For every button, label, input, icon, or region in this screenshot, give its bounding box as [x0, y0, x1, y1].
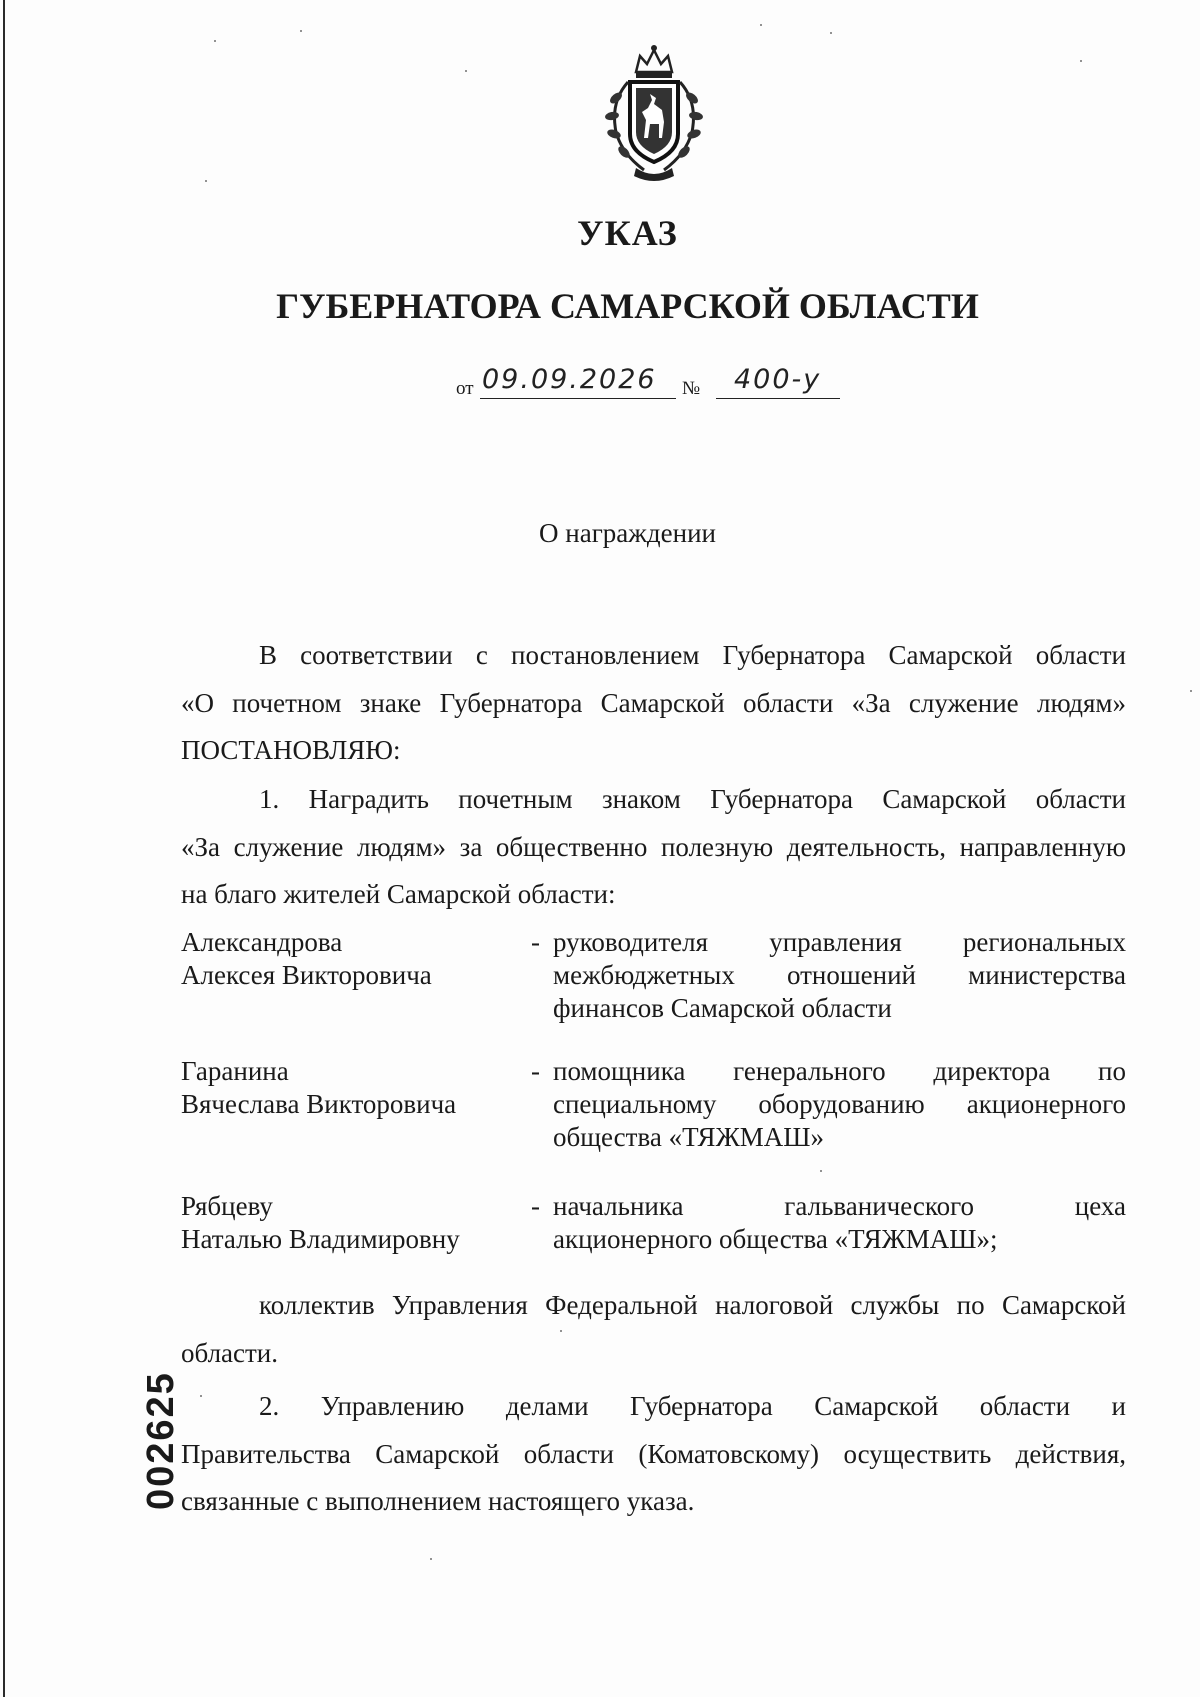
awardee-position	[553, 1190, 1126, 1256]
date-underline	[480, 398, 676, 399]
scan-speck	[1080, 60, 1082, 62]
position-line: помощника генерального директора по	[553, 1056, 1126, 1086]
position-line: специальному оборудованию акционерного	[553, 1089, 1126, 1119]
awardee-given-names: Вячеслава Викторовича	[181, 1089, 457, 1119]
awardee-name	[181, 1055, 521, 1121]
preamble-paragraph	[181, 632, 1126, 775]
scan-speck	[214, 40, 216, 42]
number-underline	[716, 398, 840, 399]
awardee-dash: -	[531, 1191, 540, 1221]
item-1-line: на благо жителей Самарской области:	[181, 879, 616, 909]
position-line: акционерного общества «ТЯЖМАШ»;	[553, 1224, 998, 1254]
samara-coat-of-arms-icon	[592, 42, 716, 184]
collective-paragraph	[181, 1282, 1126, 1377]
collective-line: области.	[181, 1337, 279, 1368]
date-prefix: от	[456, 378, 474, 399]
awardee-dash: -	[531, 927, 540, 957]
awardee-given-names: Наталью Владимировну	[181, 1224, 460, 1254]
collective-line: коллектив Управления Федеральной налоговой службы по Самарской	[259, 1290, 1126, 1320]
scan-speck	[205, 180, 207, 182]
awardee-surname: Александрова	[181, 927, 343, 957]
registration-stamp-number: 002625	[140, 1371, 182, 1510]
handwritten-date: 09.09.2026	[482, 364, 657, 395]
position-line: финансов Самарской области	[553, 993, 892, 1023]
awardee-dash: -	[531, 1056, 540, 1086]
document-subtitle: ГУБЕРНАТОРА САМАРСКОЙ ОБЛАСТИ	[276, 286, 979, 326]
document-subject: О награждении	[539, 518, 716, 548]
item-2-line: 2. Управлению делами Губернатора Самарской области и	[259, 1391, 1126, 1421]
item-1-line: «За служение людям» за общественно полезную деятельность, направленную	[181, 831, 1126, 862]
document-title: УКАЗ	[577, 213, 678, 253]
scan-speck	[430, 1558, 432, 1560]
awardee-name	[181, 1190, 521, 1256]
awardee-name	[181, 926, 521, 992]
handwritten-number: 400-у	[734, 364, 822, 395]
item-1-paragraph	[181, 776, 1126, 919]
awardee-surname: Рябцеву	[181, 1191, 273, 1221]
awardee-position	[553, 926, 1126, 1025]
position-line: общества «ТЯЖМАШ»	[553, 1122, 825, 1152]
awardee-surname: Гаранина	[181, 1056, 289, 1086]
scan-speck	[300, 30, 302, 32]
item-2-line: Правительства Самарской области (Коматовскому) осуществить действия,	[181, 1438, 1126, 1469]
preamble-line: ПОСТАНОВЛЯЮ:	[181, 735, 401, 765]
awardee-position	[553, 1055, 1126, 1154]
item-2-line: связанные с выполнением настоящего указа.	[181, 1486, 695, 1516]
scan-speck	[760, 24, 762, 26]
preamble-line: «О почетном знаке Губернатора Самарской области «За служение людям»	[181, 687, 1126, 718]
position-line: начальника гальванического цеха	[553, 1191, 1126, 1221]
preamble-line: В соответствии с постановлением Губернатора Самарской области	[259, 640, 1126, 670]
scan-speck	[820, 1170, 822, 1172]
date-number-line	[456, 364, 856, 404]
position-line: межбюджетных отношений министерства	[553, 960, 1126, 990]
position-line: руководителя управления региональных	[553, 927, 1126, 957]
awardee-given-names: Алексея Викторовича	[181, 960, 432, 990]
scan-speck	[465, 70, 467, 72]
scan-edge-line	[3, 0, 5, 1697]
item-1-line: 1. Наградить почетным знаком Губернатора Самарской области	[259, 784, 1126, 814]
item-2-paragraph	[181, 1383, 1126, 1526]
scan-speck	[1190, 690, 1192, 692]
scan-speck	[830, 32, 832, 34]
number-prefix: №	[682, 378, 701, 399]
